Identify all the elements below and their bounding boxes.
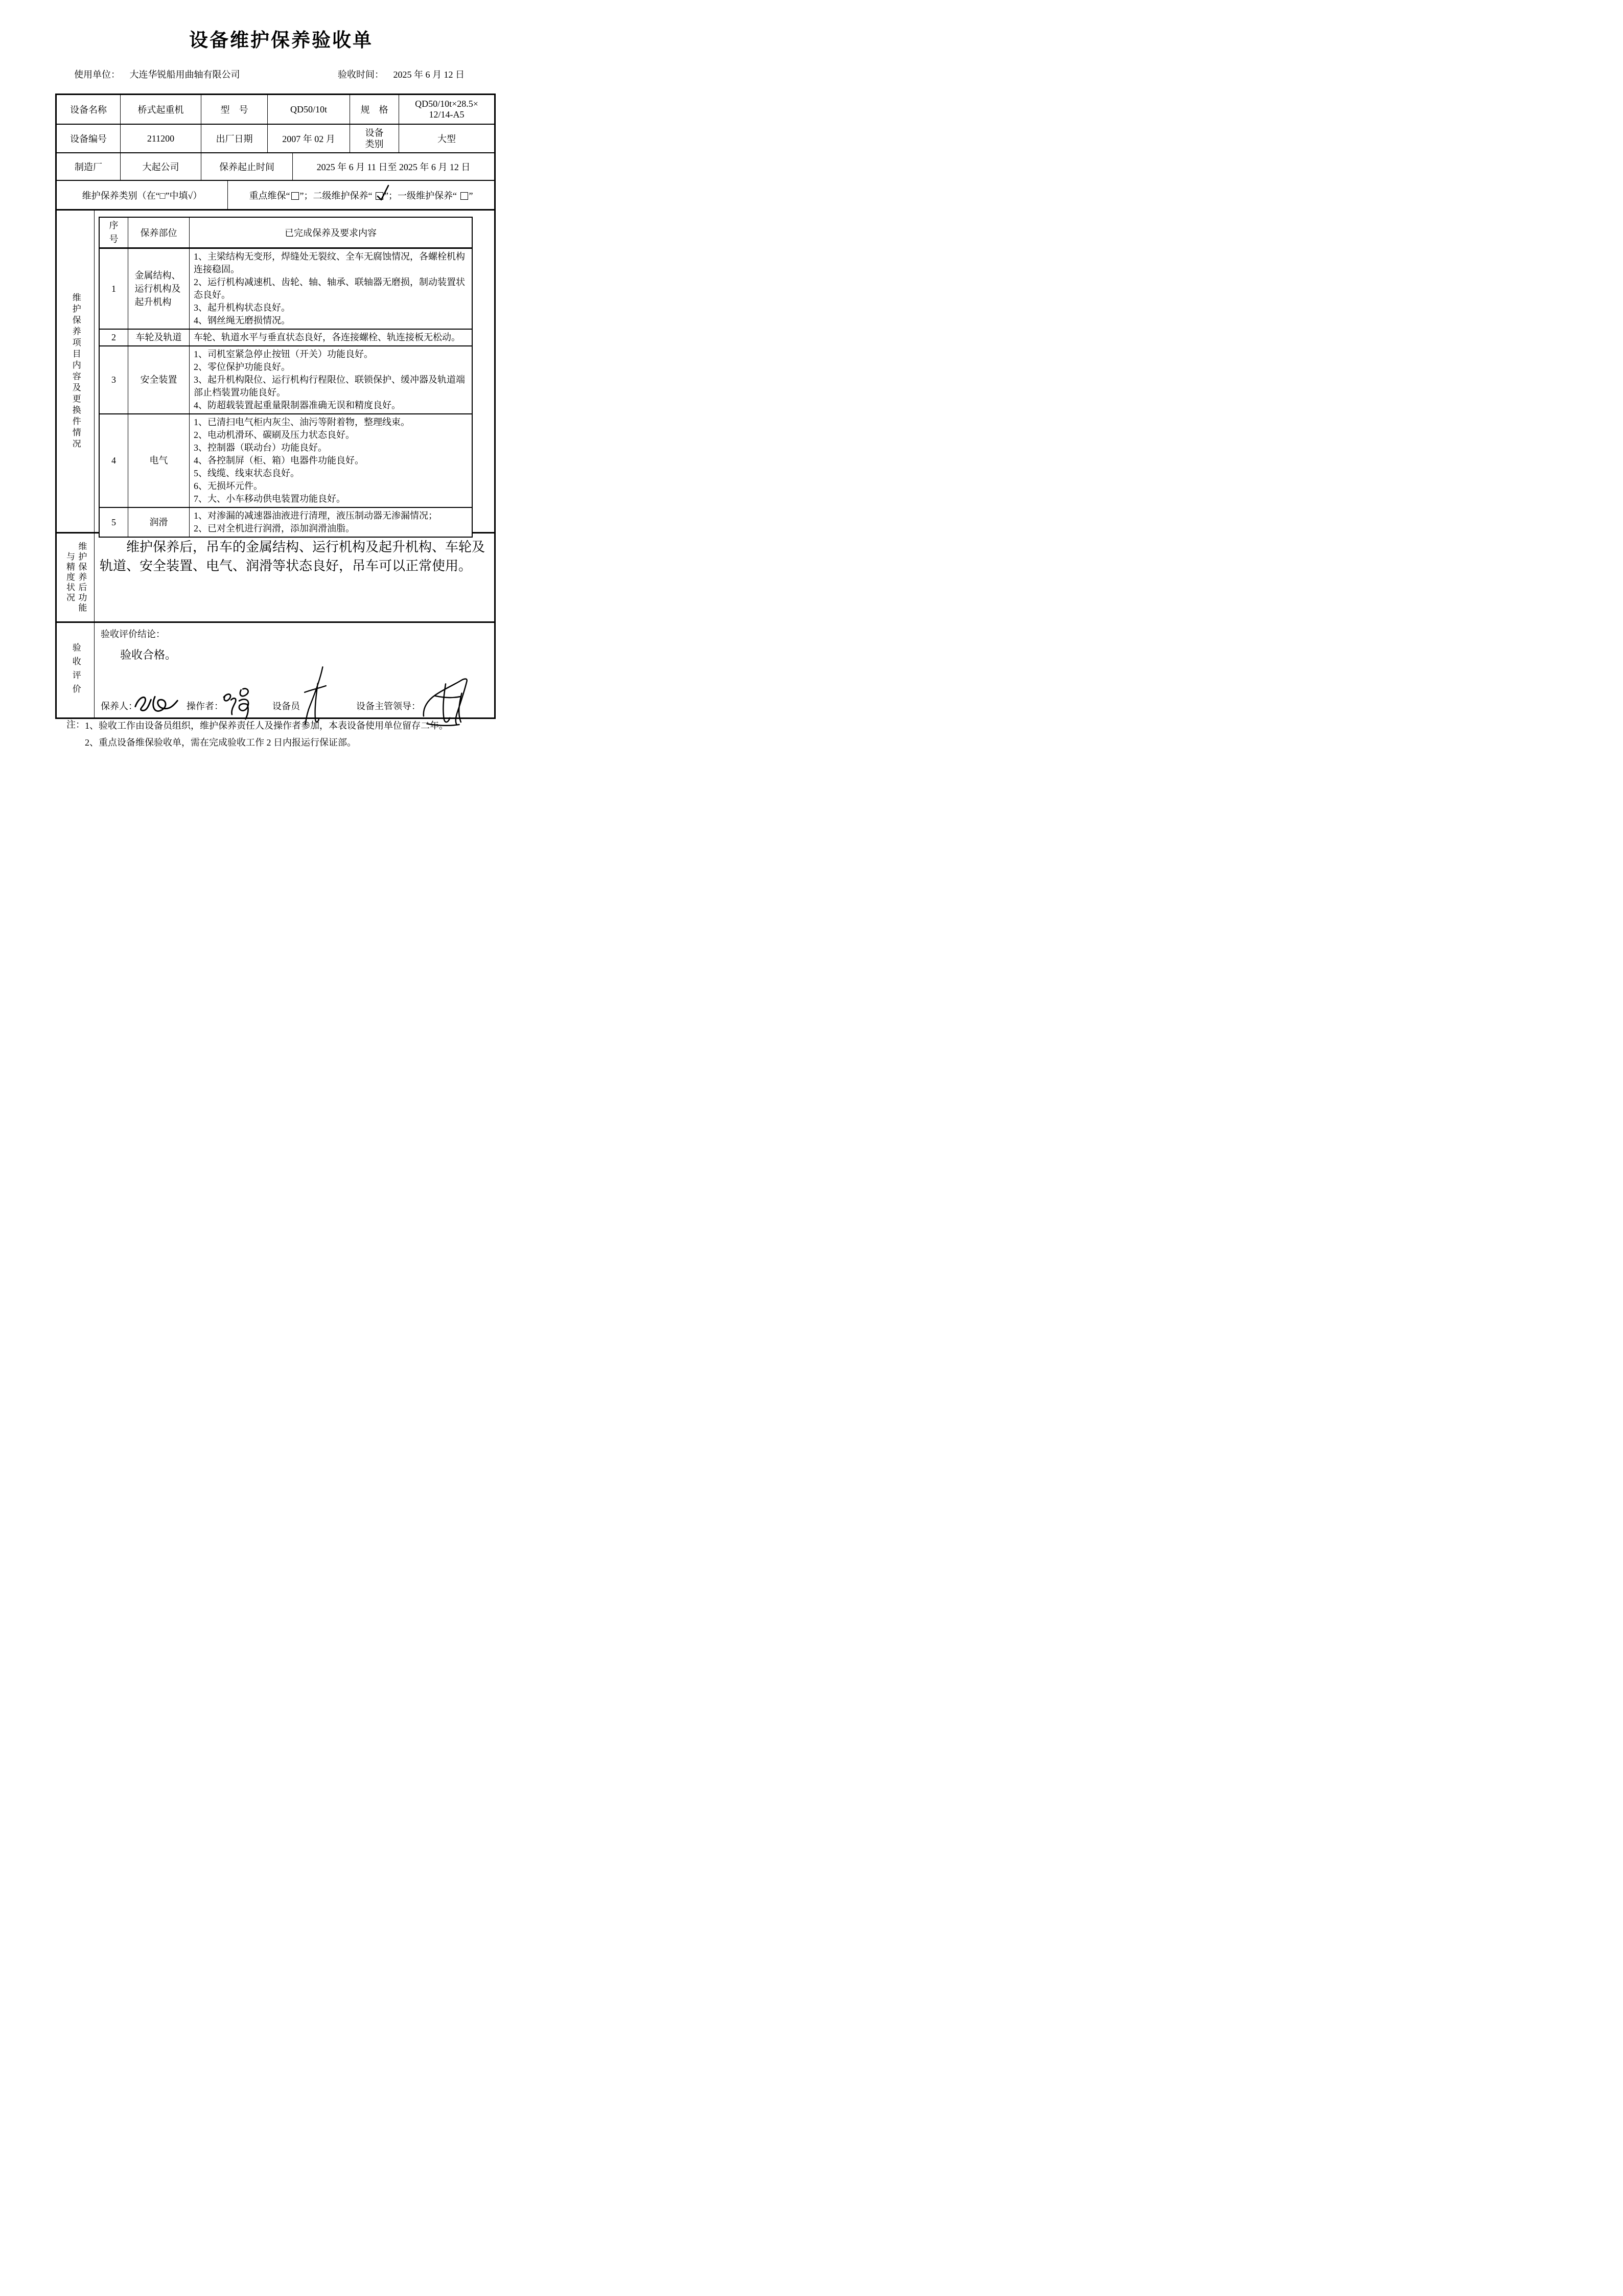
maker-value: 大起公司 [121,153,201,180]
spec-value [399,95,494,124]
condition-label-sub: 与精度状况 [65,552,75,603]
option-level1-text: 一级维护保养“ [398,190,459,201]
equipment-number-row [57,125,494,153]
table-row [100,414,472,508]
row1-no: 1 [100,249,128,329]
factory-date-value: 2007 年 02 月 [268,125,350,152]
row1-part: 金属结构、运行机构及起升机构 [128,249,190,329]
row5-no: 5 [100,508,128,537]
operator-signature-group [187,699,223,712]
option-level2-checkbox-checked [376,192,383,200]
table-row [100,346,472,414]
row2-content: 车轮、轨道水平与垂直状态良好，各连接螺栓、轨连接板无松动。 [194,332,460,342]
maintenance-section-label: 维护保养项目内容及更换件情况 [71,292,81,450]
accept-time-label: 验收时间： [338,69,384,80]
supervisor-label: 设备主管领导： [356,701,421,711]
equipment-clerk-label: 设备员 [272,701,300,711]
equipment-name-value: 桥式起重机 [121,95,201,124]
condition-label-main: 维护保养后功能 [77,542,87,613]
equipment-name-row [57,95,494,125]
equipment-name-label: 设备名称 [57,95,121,124]
condition-statement: 维护保养后，吊车的金属结构、运行机构及起升机构、车轮及轨道、安全装置、电气、润滑等状态良好，吊车可以正常使用。 [100,540,485,573]
maintainer-signature-scribble [132,687,181,716]
row3-no: 3 [100,346,128,413]
condition-section-row [57,534,494,623]
page-title: 设备维护保养验收单 [189,30,373,51]
operator-signature-scribble [219,683,260,723]
factory-date-label: 出厂日期 [201,125,268,152]
row2-no: 2 [100,330,128,345]
footnotes [66,717,448,751]
row3-part: 安全装置 [128,346,190,413]
maintenance-section-label-col [57,211,95,532]
evaluation-section-label-col [57,623,95,717]
supervisor-signature-group [356,699,421,712]
accept-time-group [338,67,465,81]
equipment-number-label: 设备编号 [57,125,121,152]
main-form-table [55,94,496,719]
category-label: 设备类别 [350,125,399,152]
option-level2-text: 二级维护保养“ [313,190,375,201]
footnote-item-2: 2、重点设备维保验收单，需在完成验收工作 2 日内报运行保证部。 [85,737,356,748]
maintenance-section-row [57,211,494,534]
table-row [100,508,472,537]
conclusion-value: 验收合格。 [120,648,177,661]
table-row [100,249,472,330]
header-part: 保养部位 [128,218,190,247]
maintenance-items-table [99,217,473,538]
maintainer-label: 保养人： [101,701,137,711]
row5-content: 1、对渗漏的减速器油液进行清理，液压制动器无渗漏情况； 2、已对全机进行润滑，添加润滑油脂。 [194,511,437,534]
use-unit-value: 大连华锐船用曲轴有限公司 [129,69,240,80]
maintenance-body [95,211,494,532]
category-value: 大型 [437,134,456,144]
option-key-maintenance-checkbox [291,192,299,200]
conclusion-label: 验收评价结论： [101,629,165,639]
model-label: 型 号 [201,95,268,124]
use-unit-group [74,67,240,81]
spec-label: 规 格 [350,95,399,124]
evaluation-body [95,623,494,717]
use-unit-label: 使用单位： [74,69,120,80]
items-table-header [100,218,472,249]
spec-value-line1: QD50/10t×28.5× [415,99,478,109]
category-options: 重点维保“ ”；二级维护保养“ ”；一级维护保养“ ” [228,181,494,209]
spec-value-line2: 12/14-A5 [429,109,465,120]
evaluation-section-row [57,623,494,717]
operator-label: 操作者： [187,701,223,711]
table-row [100,330,472,346]
header-content: 已完成保养及要求内容 [285,228,377,238]
category-select-row [57,181,494,211]
handwritten-check-icon [376,184,389,201]
header-no: 序号 [100,218,128,247]
maker-label: 制造厂 [57,153,121,180]
form-meta-line [74,67,562,81]
accept-time-value: 2025 年 6 月 12 日 [393,69,465,80]
row4-content: 1、已清扫电气柜内灰尘、油污等附着物，整理线束。 2、电动机滑环、碳刷及压力状态良好。 3、控制器（联动台）功能良好。 4、各控制屏（柜、箱）电器件功能良好。 5、线缆、线束状态良好。 6、无损坏元件。 7、大、小车移动供电装置功能良好。 [194,417,410,504]
row3-content: 1、司机室紧急停止按钮（开关）功能良好。 2、零位保护功能良好。 3、起升机构限位、运行机构行程限位、联锁保护、缓冲器及轨道端部止档装置功能良好。 4、防超载装置起重量限制器准确无误和精度良好。 [194,349,465,410]
period-value: 2025 年 6 月 11 日至 2025 年 6 月 12 日 [316,162,471,172]
option-level1-checkbox [460,192,468,200]
row4-part: 电气 [128,414,190,507]
maintainer-signature-group [101,699,137,712]
option-key-maintenance-text: 重点维保“ [249,190,290,201]
row2-part: 车轮及轨道 [128,330,190,345]
equipment-number-value: 211200 [121,125,201,152]
category-select-label: 维护保养类别（在“□”中填√） [57,181,228,209]
evaluation-section-label: 验收评价 [71,642,81,698]
footnote-prefix: 注： [66,720,85,730]
row1-content: 1、主梁结构无变形，焊缝处无裂纹、全车无腐蚀情况，各螺栓机构连接稳固。 2、运行机构减速机、齿轮、轴、轴承、联轴器无磨损，制动装置状态良好。 3、起升机构状态良好。 4、钢丝绳无磨损情况。 [194,251,465,326]
equipment-clerk-signature-group [272,699,300,712]
condition-section-label-col [57,534,95,621]
model-value: QD50/10t [268,95,350,124]
footnote-item-1: 1、验收工作由设备员组织，维护保养责任人及操作者参加，本表设备使用单位留存二年。 [85,721,448,731]
row5-part: 润滑 [128,508,190,537]
period-label: 保养起止时间 [201,153,293,180]
maker-row [57,153,494,181]
scanned-form-page [0,0,562,795]
signature-line [101,699,486,712]
row4-no: 4 [100,414,128,507]
